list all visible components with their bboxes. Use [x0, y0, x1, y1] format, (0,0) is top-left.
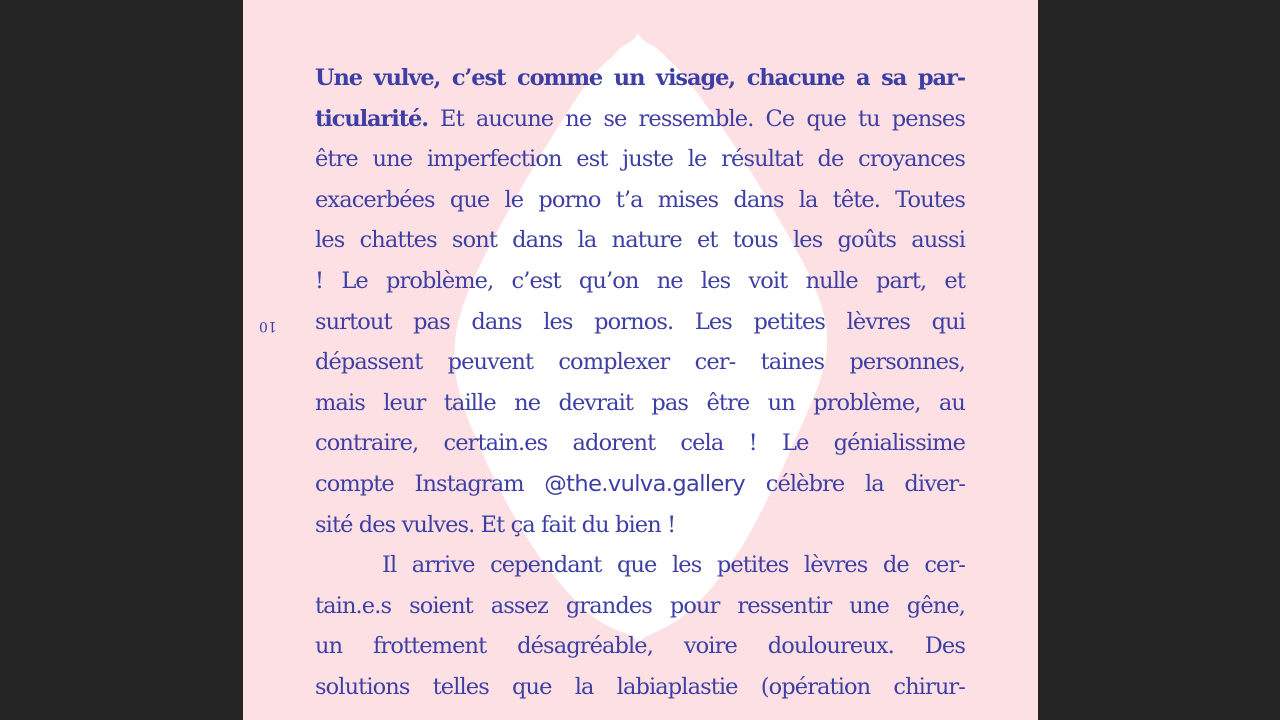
text-line: un frottement désagréable, voire douloureux. Des: [315, 633, 965, 660]
book-page: [243, 0, 1038, 720]
text-line: Une vulve, c’est comme un visage, chacune a sa par-: [315, 65, 965, 91]
text-line: [315, 464, 965, 505]
text-line: tain.e.s soient assez grandes pour ressentir une gêne,: [315, 592, 965, 619]
text-line: mais leur taille ne devrait pas être un problème, au: [315, 389, 965, 416]
text-line: ! Le problème, c’est qu’on ne les voit nulle part, et: [315, 267, 965, 294]
text-line: [315, 99, 965, 140]
lead-sentence-end: ticularité.: [315, 105, 428, 132]
page-number: 10: [259, 318, 277, 334]
text-line: solutions telles que la labiaplastie (opération chirur-: [315, 673, 965, 700]
text-fragment: compte Instagram: [315, 470, 545, 497]
instagram-handle: @the.vulva.gallery: [544, 470, 746, 497]
text-line: dépassent peuvent complexer cer- taines personnes,: [315, 349, 965, 376]
text-fragment: célèbre la diver-: [745, 470, 965, 497]
text-line: être une imperfection est juste le résultat de croyances: [315, 146, 965, 173]
text-line: les chattes sont dans la nature et tous les goûts aussi: [315, 227, 965, 254]
text-fragment: Et aucune ne se ressemble. Ce que tu penses: [427, 105, 965, 132]
text-line: contraire, certain.es adorent cela ! Le génialissime: [315, 430, 965, 457]
body-text: [315, 58, 965, 708]
text-line: sité des vulves. Et ça fait du bien !: [315, 511, 676, 538]
text-line: Il arrive cependant que les petites lèvres de cer-: [382, 552, 965, 579]
text-line: surtout pas dans les pornos. Les petites lèvres qui: [315, 308, 965, 335]
text-line: exacerbées que le porno t’a mises dans la tête. Toutes: [315, 186, 965, 213]
